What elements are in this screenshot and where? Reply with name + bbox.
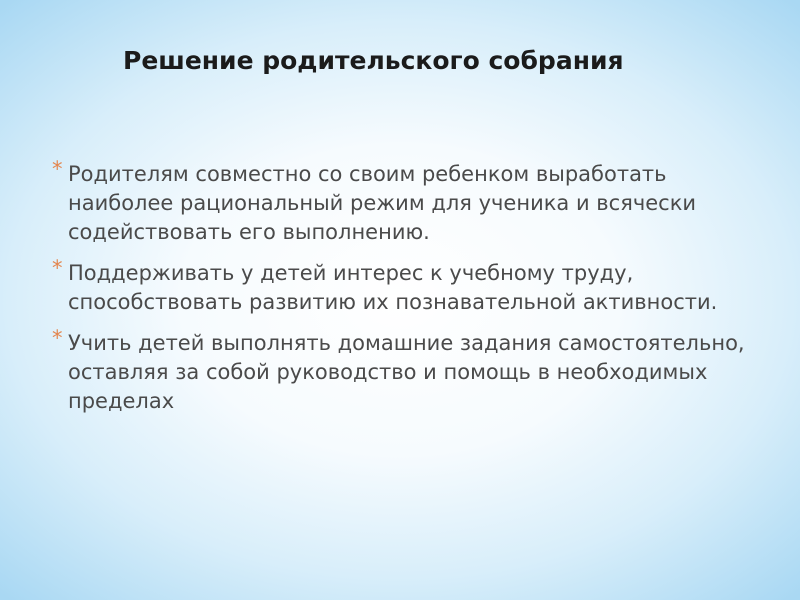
bullet-marker: * (52, 326, 63, 350)
bullet-marker: * (52, 157, 63, 181)
bullet-text: Поддерживать у детей интерес к учебному труду, способствовать развитию их познавательной активности. (68, 261, 718, 314)
bullet-text: Родителям совместно со своим ребенком выработать наиболее рациональный режим для ученика и всячески содействовать его выполнению. (68, 162, 697, 244)
bullet-item (52, 256, 752, 317)
slide-title: Решение родительского собрания (123, 46, 624, 75)
bullet-marker: * (52, 256, 63, 280)
bullet-list (52, 157, 752, 416)
bullet-item (52, 157, 752, 247)
bullet-text: Учить детей выполнять домашние задания самостоятельно, оставляя за собой руководство и помощь в необходимых пределах (68, 331, 745, 413)
bullet-item (52, 326, 752, 416)
